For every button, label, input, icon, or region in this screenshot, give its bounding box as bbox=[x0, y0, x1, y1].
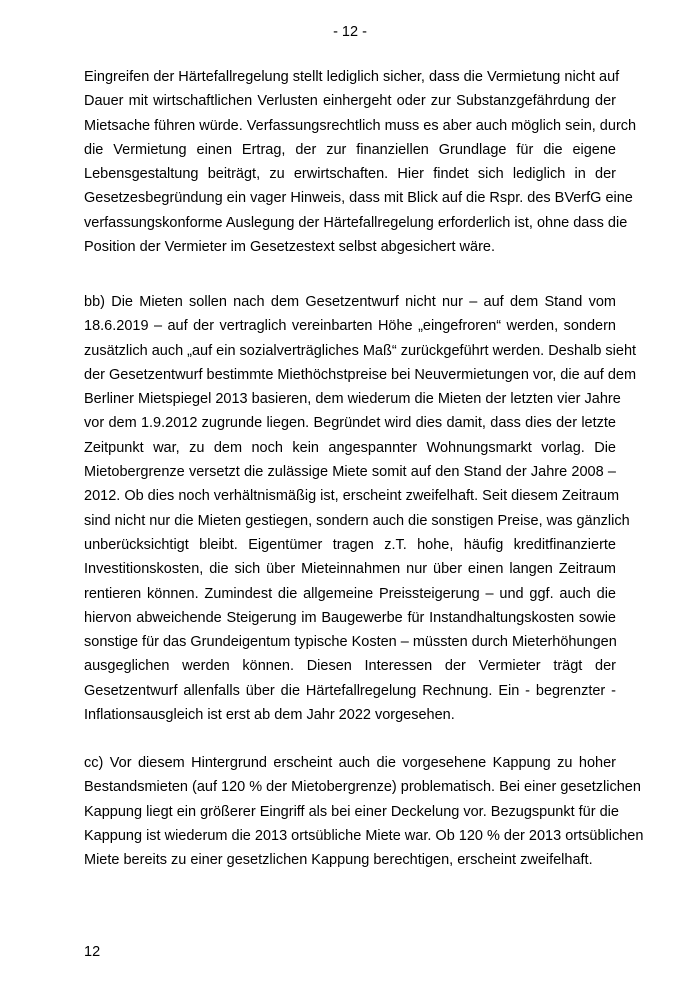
text-line: sonstige für das Grundeigentum typische Kosten – müssten durch Mieterhöhungen bbox=[84, 634, 617, 651]
page-footer-number: 12 bbox=[84, 944, 101, 960]
text-line: Dauer mit wirtschaftlichen Verlusten einhergeht oder zur Substanzgefährdung der bbox=[84, 93, 616, 110]
text-line: Gesetzentwurf allenfalls über die Härtefallregelung Rechnung. Ein - begrenzter - bbox=[84, 682, 616, 699]
text-line: Inflationsausgleich ist erst ab dem Jahr 2022 vorgesehen. bbox=[84, 707, 455, 724]
text-line: Kappung ist wiederum die 2013 ortsübliche Miete war. Ob 120 % der 2013 ortsüblichen bbox=[84, 827, 644, 844]
text-line: verfassungskonforme Auslegung der Härtefallregelung erforderlich ist, ohne dass die bbox=[84, 214, 628, 231]
text-line: Berliner Mietspiegel 2013 basieren, dem wiederum die Mieten der letzten vier Jahre bbox=[84, 391, 621, 408]
text-line: vor dem 1.9.2012 zugrunde liegen. Begründet wird dies damit, dass dies der letzte bbox=[84, 415, 616, 432]
text-line: Mietsache führen würde. Verfassungsrechtlich muss es aber auch möglich sein, durch bbox=[84, 117, 637, 134]
text-line: Eingreifen der Härtefallregelung stellt lediglich sicher, dass die Vermietung nicht auf bbox=[84, 69, 620, 85]
text-line: bb) Die Mieten sollen nach dem Gesetzentwurf nicht nur – auf dem Stand vom bbox=[84, 294, 616, 310]
text-line: 2012. Ob dies noch verhältnismäßig ist, erscheint zweifelhaft. Seit diesem Zeitraum bbox=[84, 488, 620, 505]
text-line: die Vermietung einen Ertrag, der zur finanziellen Grundlage für die eigene bbox=[84, 141, 616, 158]
text-line: Kappung liegt ein größerer Eingriff als bei einer Deckelung vor. Bezugspunkt für die bbox=[84, 803, 619, 820]
text-line: unberücksichtigt bleibt. Eigentümer tragen z.T. hohe, häufig kreditfinanzierte bbox=[84, 536, 616, 553]
page-header-number: - 12 - bbox=[333, 24, 367, 40]
paragraph-haertefall bbox=[84, 65, 637, 259]
text-line: cc) Vor diesem Hintergrund erscheint auch die vorgesehene Kappung zu hoher bbox=[84, 755, 616, 771]
text-line: zusätzlich auch „auf ein sozialverträgliches Maß“ zurückgeführt werden. Deshalb sieht bbox=[84, 342, 637, 359]
text-line: Miete bereits zu einer gesetzlichen Kappung berechtigen, erscheint zweifelhaft. bbox=[84, 852, 593, 869]
paragraph-bb-mieten bbox=[84, 290, 637, 727]
text-line: sind nicht nur die Mieten gestiegen, sondern auch die sonstigen Preise, was gänzlich bbox=[84, 512, 630, 529]
text-line: Investitionskosten, die sich über Mieteinnahmen nur über einen langen Zeitraum bbox=[84, 561, 616, 578]
paragraph-cc-kappung bbox=[84, 751, 644, 872]
text-line: ausgeglichen werden können. Diesen Interessen der Vermieter trägt der bbox=[84, 658, 616, 675]
text-line: der Gesetzentwurf bestimmte Miethöchstpreise bei Neuvermietungen vor, die auf dem bbox=[84, 366, 637, 383]
text-line: hiervon abweichende Steigerung im Baugewerbe für Instandhaltungskosten sowie bbox=[84, 609, 616, 626]
text-line: Gesetzesbegründung ein vager Hinweis, dass mit Blick auf die Rspr. des BVerfG eine bbox=[84, 190, 633, 207]
text-line: Position der Vermieter im Gesetzestext selbst abgesichert wäre. bbox=[84, 239, 496, 256]
text-line: rentieren können. Zumindest die allgemeine Preissteigerung – und ggf. auch die bbox=[84, 585, 616, 602]
text-line: Lebensgestaltung beiträgt, zu erwirtschaften. Hier findet sich lediglich in der bbox=[84, 166, 616, 183]
text-line: Bestandsmieten (auf 120 % der Mietobergrenze) problematisch. Bei einer gesetzlichen bbox=[84, 779, 641, 796]
text-line: 18.6.2019 – auf der vertraglich vereinbarten Höhe „eingefroren“ werden, sondern bbox=[84, 318, 616, 335]
text-line: Zeitpunkt war, zu dem noch kein angespannter Wohnungsmarkt vorlag. Die bbox=[84, 439, 616, 456]
text-line: Mietobergrenze versetzt die zulässige Miete somit auf den Stand der Jahre 2008 – bbox=[84, 464, 616, 481]
